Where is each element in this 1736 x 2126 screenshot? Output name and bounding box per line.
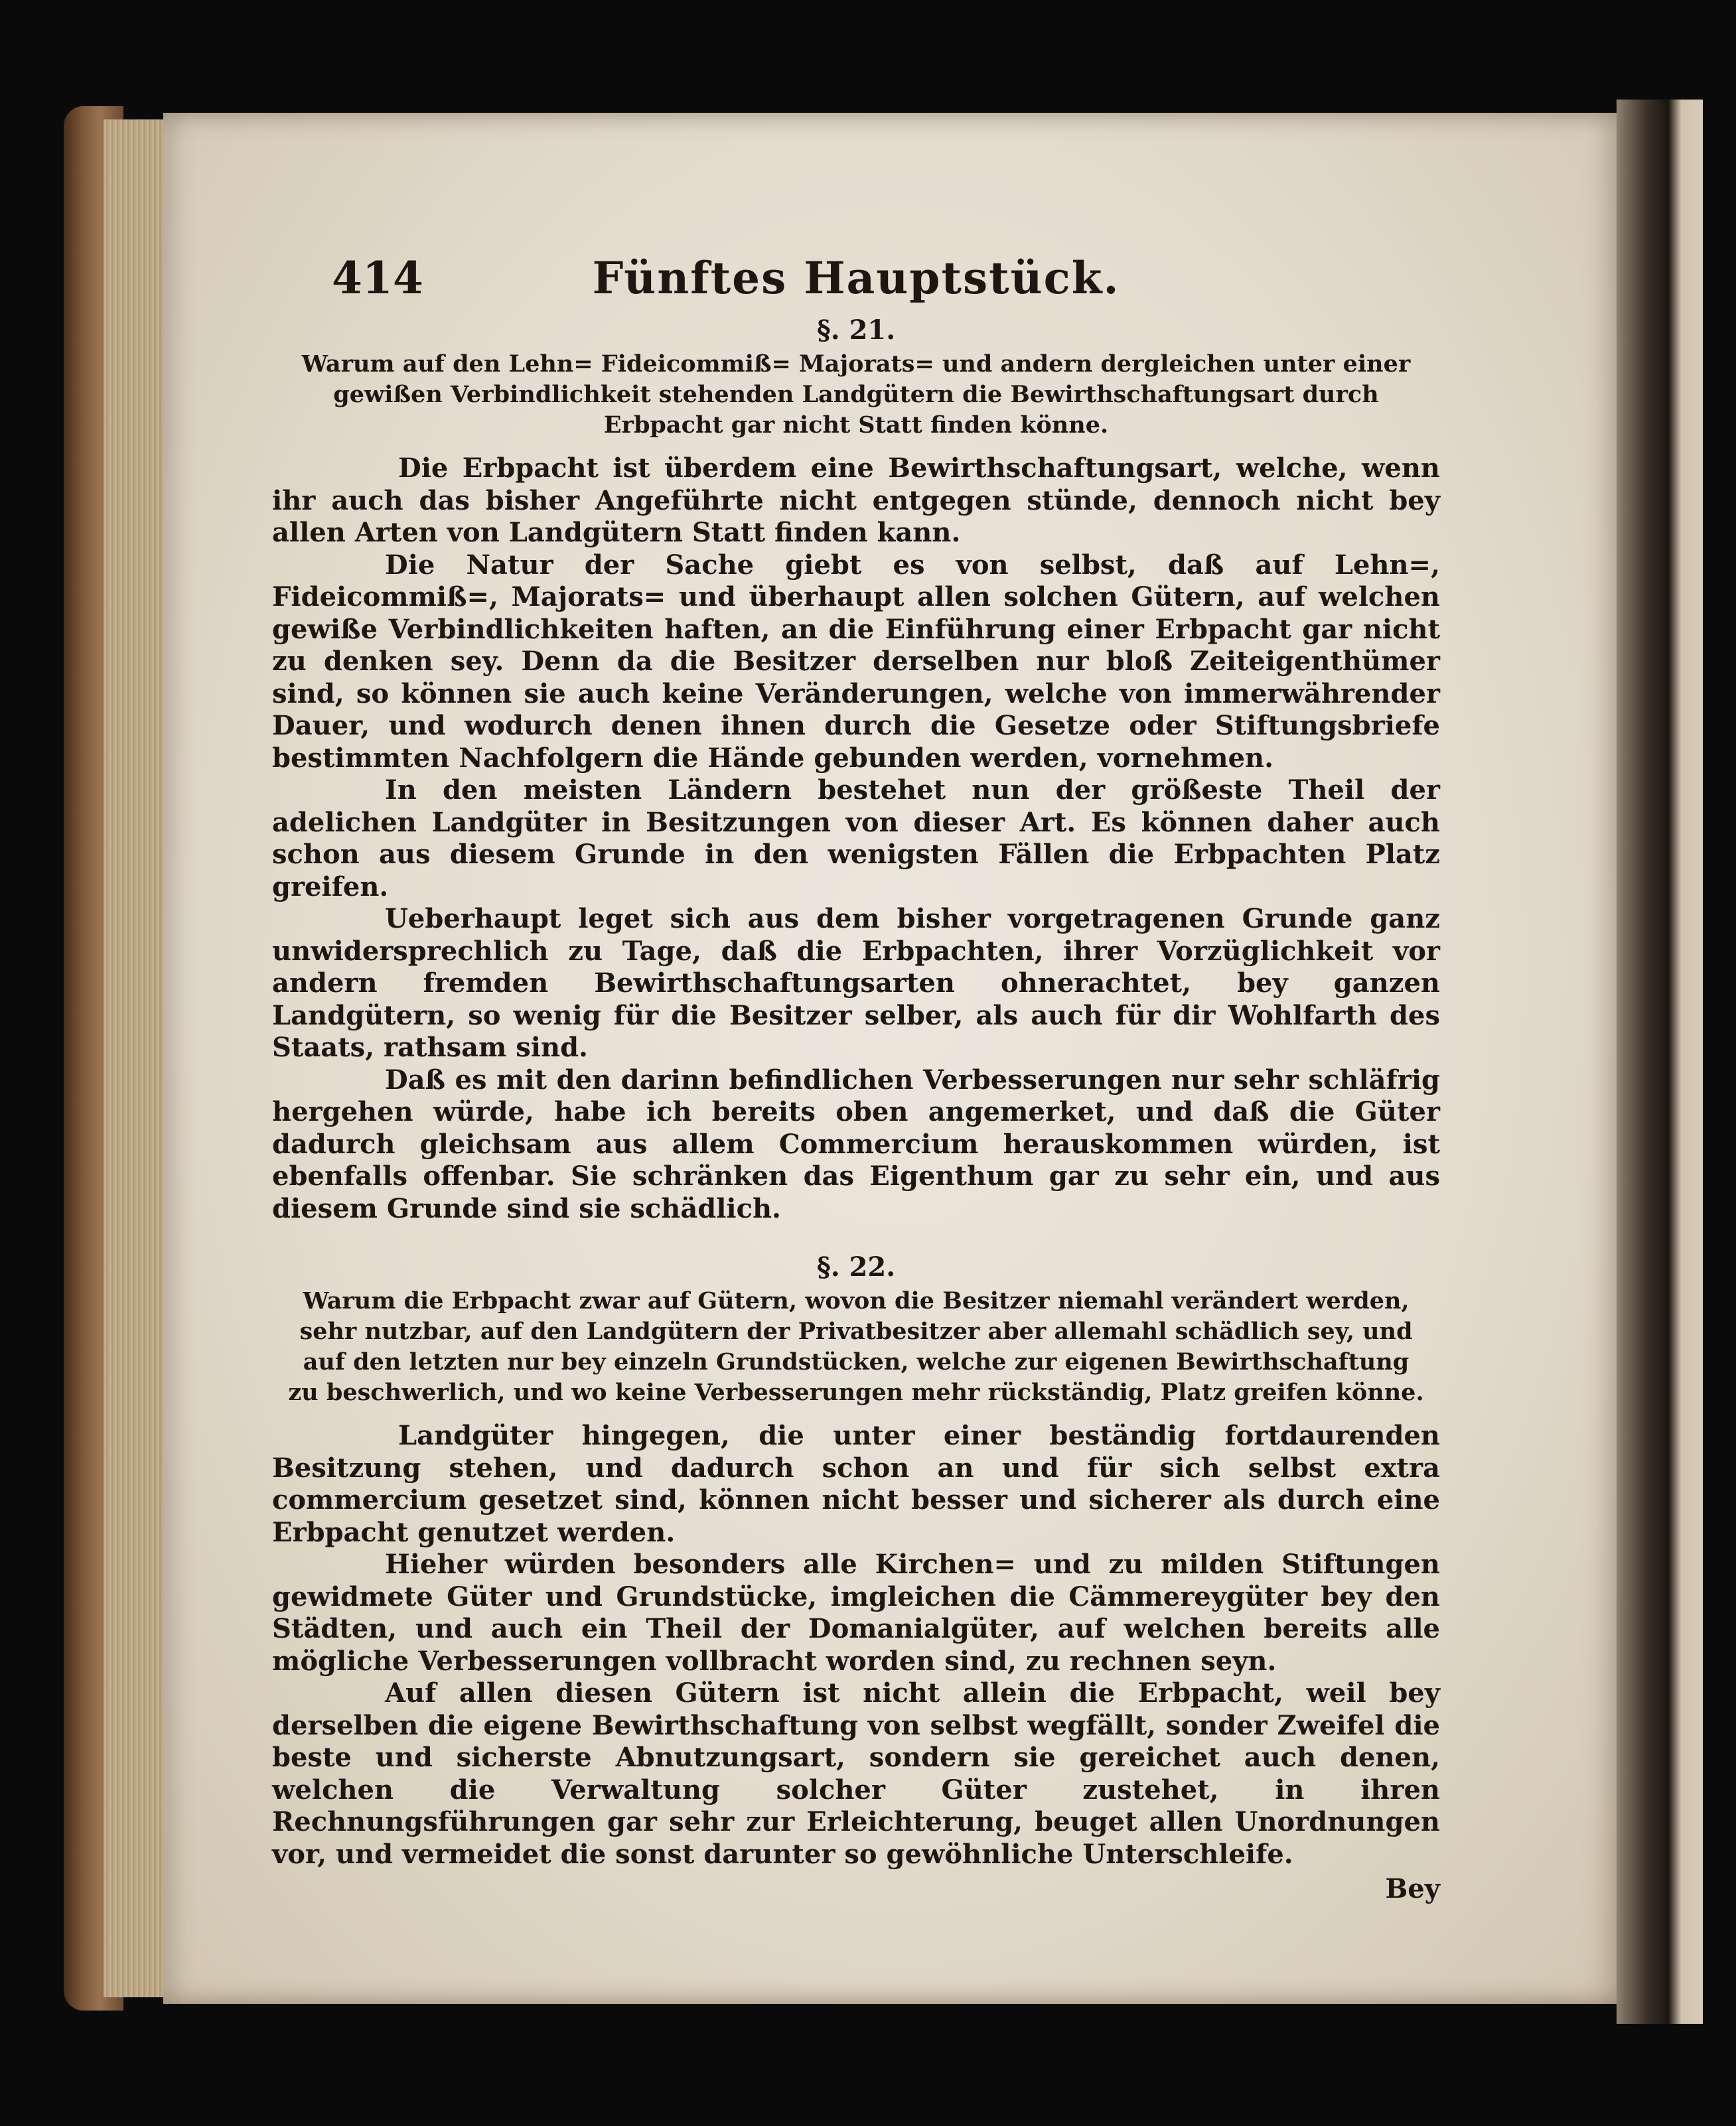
section-summary: Warum auf den Lehn= Fideicommiß= Majorats= und andern dergleichen unter einer gewißen Verbindlichkeit stehenden Landgütern die Bewirthschaftungsart durch Erbpacht gar nicht Statt finden könne. bbox=[301, 350, 1411, 439]
catchword: Bey bbox=[1385, 1873, 1440, 1904]
paragraph: Hieher würden besonders alle Kirchen= und zu milden Stiftungen gewidmete Güter und Grundstücke, imgleichen die Cämmereygüter bey den Städten, und auch ein Theil der Domanialgüter, auf welchen bereits alle mögliche Verbesserungen vollbracht worden sind, zu rechnen seyn. bbox=[272, 1549, 1440, 1677]
section-spacer bbox=[272, 1225, 1440, 1249]
running-head: Fünftes Hauptstück. bbox=[592, 252, 1120, 304]
section-summary: Warum die Erbpacht zwar auf Gütern, wovon die Besitzer niemahl verändert werden, sehr nutzbar, auf den Landgütern der Privatbesitzer aber allemahl schädlich sey, und auf den letzten nur bey einzeln Grundstücken, welche zur eigenen Bewirthschaftung zu beschwerlich, und wo keine Verbesserungen mehr rückständig, Platz greifen könne. bbox=[288, 1287, 1424, 1406]
paragraph: Die Erbpacht ist überdem eine Bewirthschaftungsart, welche, wenn ihr auch das bisher Angeführte nicht entgegen stünde, dennoch nicht bey allen Arten von Landgütern Statt finden kann. bbox=[272, 453, 1440, 548]
paragraph: Daß es mit den darinn befindlichen Verbesserungen nur sehr schläfrig hergehen würde, habe ich bereits oben angemerket, und daß die Güter dadurch gleichsam aus allem Commercium herauskommen würden, ist ebenfalls offenbar. Sie schränken das Eigenthum gar zu sehr ein, und aus diesem Grunde sind sie schädlich. bbox=[272, 1064, 1440, 1224]
paragraph: Ueberhaupt leget sich aus dem bisher vorgetragenen Grunde ganz unwidersprechlich zu Tage, daß die Erbpachten, ihrer Vorzüglichkeit vor andern fremden Bewirthschaftungsarten ohnerachtet, bey ganzen Landgütern, so wenig für die Besitzer selber, als auch für dir Wohlfarth des Staats, rathsam sind. bbox=[272, 903, 1440, 1063]
paragraph: In den meisten Ländern bestehet nun der größeste Theil der adelichen Landgüter in Besitzungen von dieser Art. Es können daher auch schon aus diesem Grunde in den wenigsten Fällen die Erbpachten Platz greifen. bbox=[272, 774, 1440, 902]
page-number: 414 bbox=[332, 252, 423, 304]
section-21 bbox=[272, 312, 1440, 1225]
paragraph: Die Natur der Sache giebt es von selbst, daß auf Lehn=, Fideicommiß=, Majorats= und überhaupt allen solchen Gütern, auf welchen gewiße Verbindlichkeiten haften, an die Einführung einer Erbpacht gar nicht zu denken sey. Denn da die Besitzer derselben nur bloß Zeiteigenthümer sind, so können sie auch keine Veränderungen, welche von immerwährender Dauer, und wodurch denen ihnen durch die Gesetze oder Stiftungsbriefe bestimmten Nachfolgern die Hände gebunden werden, vornehmen. bbox=[272, 549, 1440, 774]
section-22 bbox=[272, 1249, 1440, 1871]
book-gutter bbox=[1617, 100, 1703, 2024]
paragraph: Landgüter hingegen, die unter einer beständig fortdaurenden Besitzung stehen, und dadurch schon an und für sich selbst extra commercium gesetzet sind, können nicht besser und sicherer als durch eine Erbpacht genutzet werden. bbox=[272, 1420, 1440, 1548]
page-content bbox=[272, 252, 1440, 1904]
page-header bbox=[272, 252, 1440, 312]
section-mark: §. 22. bbox=[816, 1251, 896, 1283]
paragraph: Auf allen diesen Gütern ist nicht allein die Erbpacht, weil bey derselben die eigene Bewirthschaftung von selbst wegfällt, sonder Zweifel die beste und sicherste Abnutzungsart, sondern sie gereichet auch denen, welchen die Verwaltung solcher Güter zustehet, in ihren Rechnungsführungen gar sehr zur Erleichterung, beuget allen Unordnungen vor, und vermeidet die sonst darunter so gewöhnliche Unterschleife. bbox=[272, 1677, 1440, 1870]
section-mark: §. 21. bbox=[816, 315, 896, 346]
